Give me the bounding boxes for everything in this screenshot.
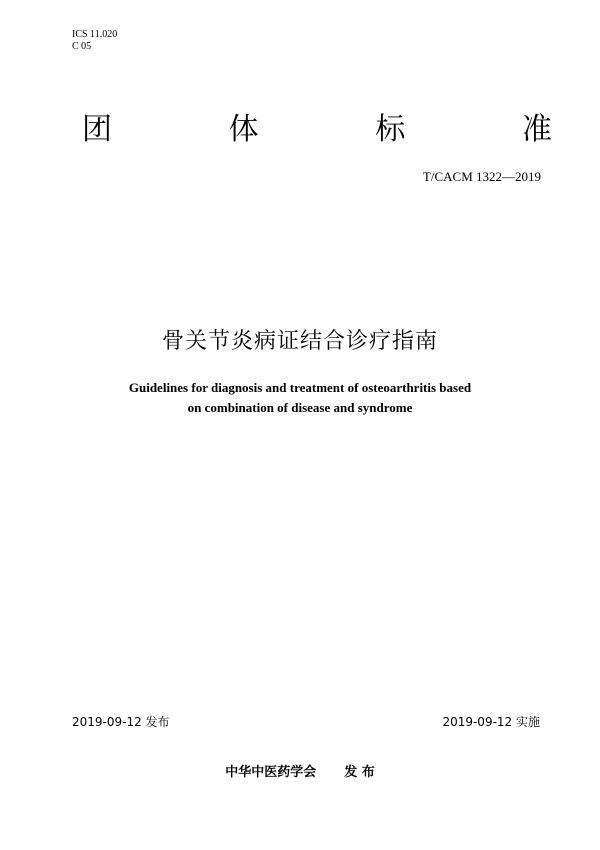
publisher-action: 发 布 <box>344 765 375 780</box>
document-title-english-line1: Guidelines for diagnosis and treatment of osteoarthritis based <box>128 380 472 395</box>
implementation-date: 2019-09-12 实施 <box>442 715 540 729</box>
standard-type-heading <box>82 112 552 148</box>
standard-type-char: 准 <box>521 112 552 147</box>
document-title-chinese: 骨关节炎病证结合诊疗指南 <box>161 329 438 354</box>
document-title-english-line2: on combination of disease and syndrome <box>187 400 413 415</box>
ccs-code: C 05 <box>72 41 92 52</box>
standard-type-char: 体 <box>228 112 259 147</box>
standard-type-char: 标 <box>375 112 406 147</box>
standard-type-char: 团 <box>82 112 112 147</box>
publisher-name: 中华中医药学会 <box>225 765 317 780</box>
ics-code: ICS 11.020 <box>72 29 118 40</box>
publisher-line <box>0 764 600 782</box>
standard-number: T/CACM 1322—2019 <box>422 169 541 184</box>
issue-date: 2019-09-12 发布 <box>72 715 170 729</box>
